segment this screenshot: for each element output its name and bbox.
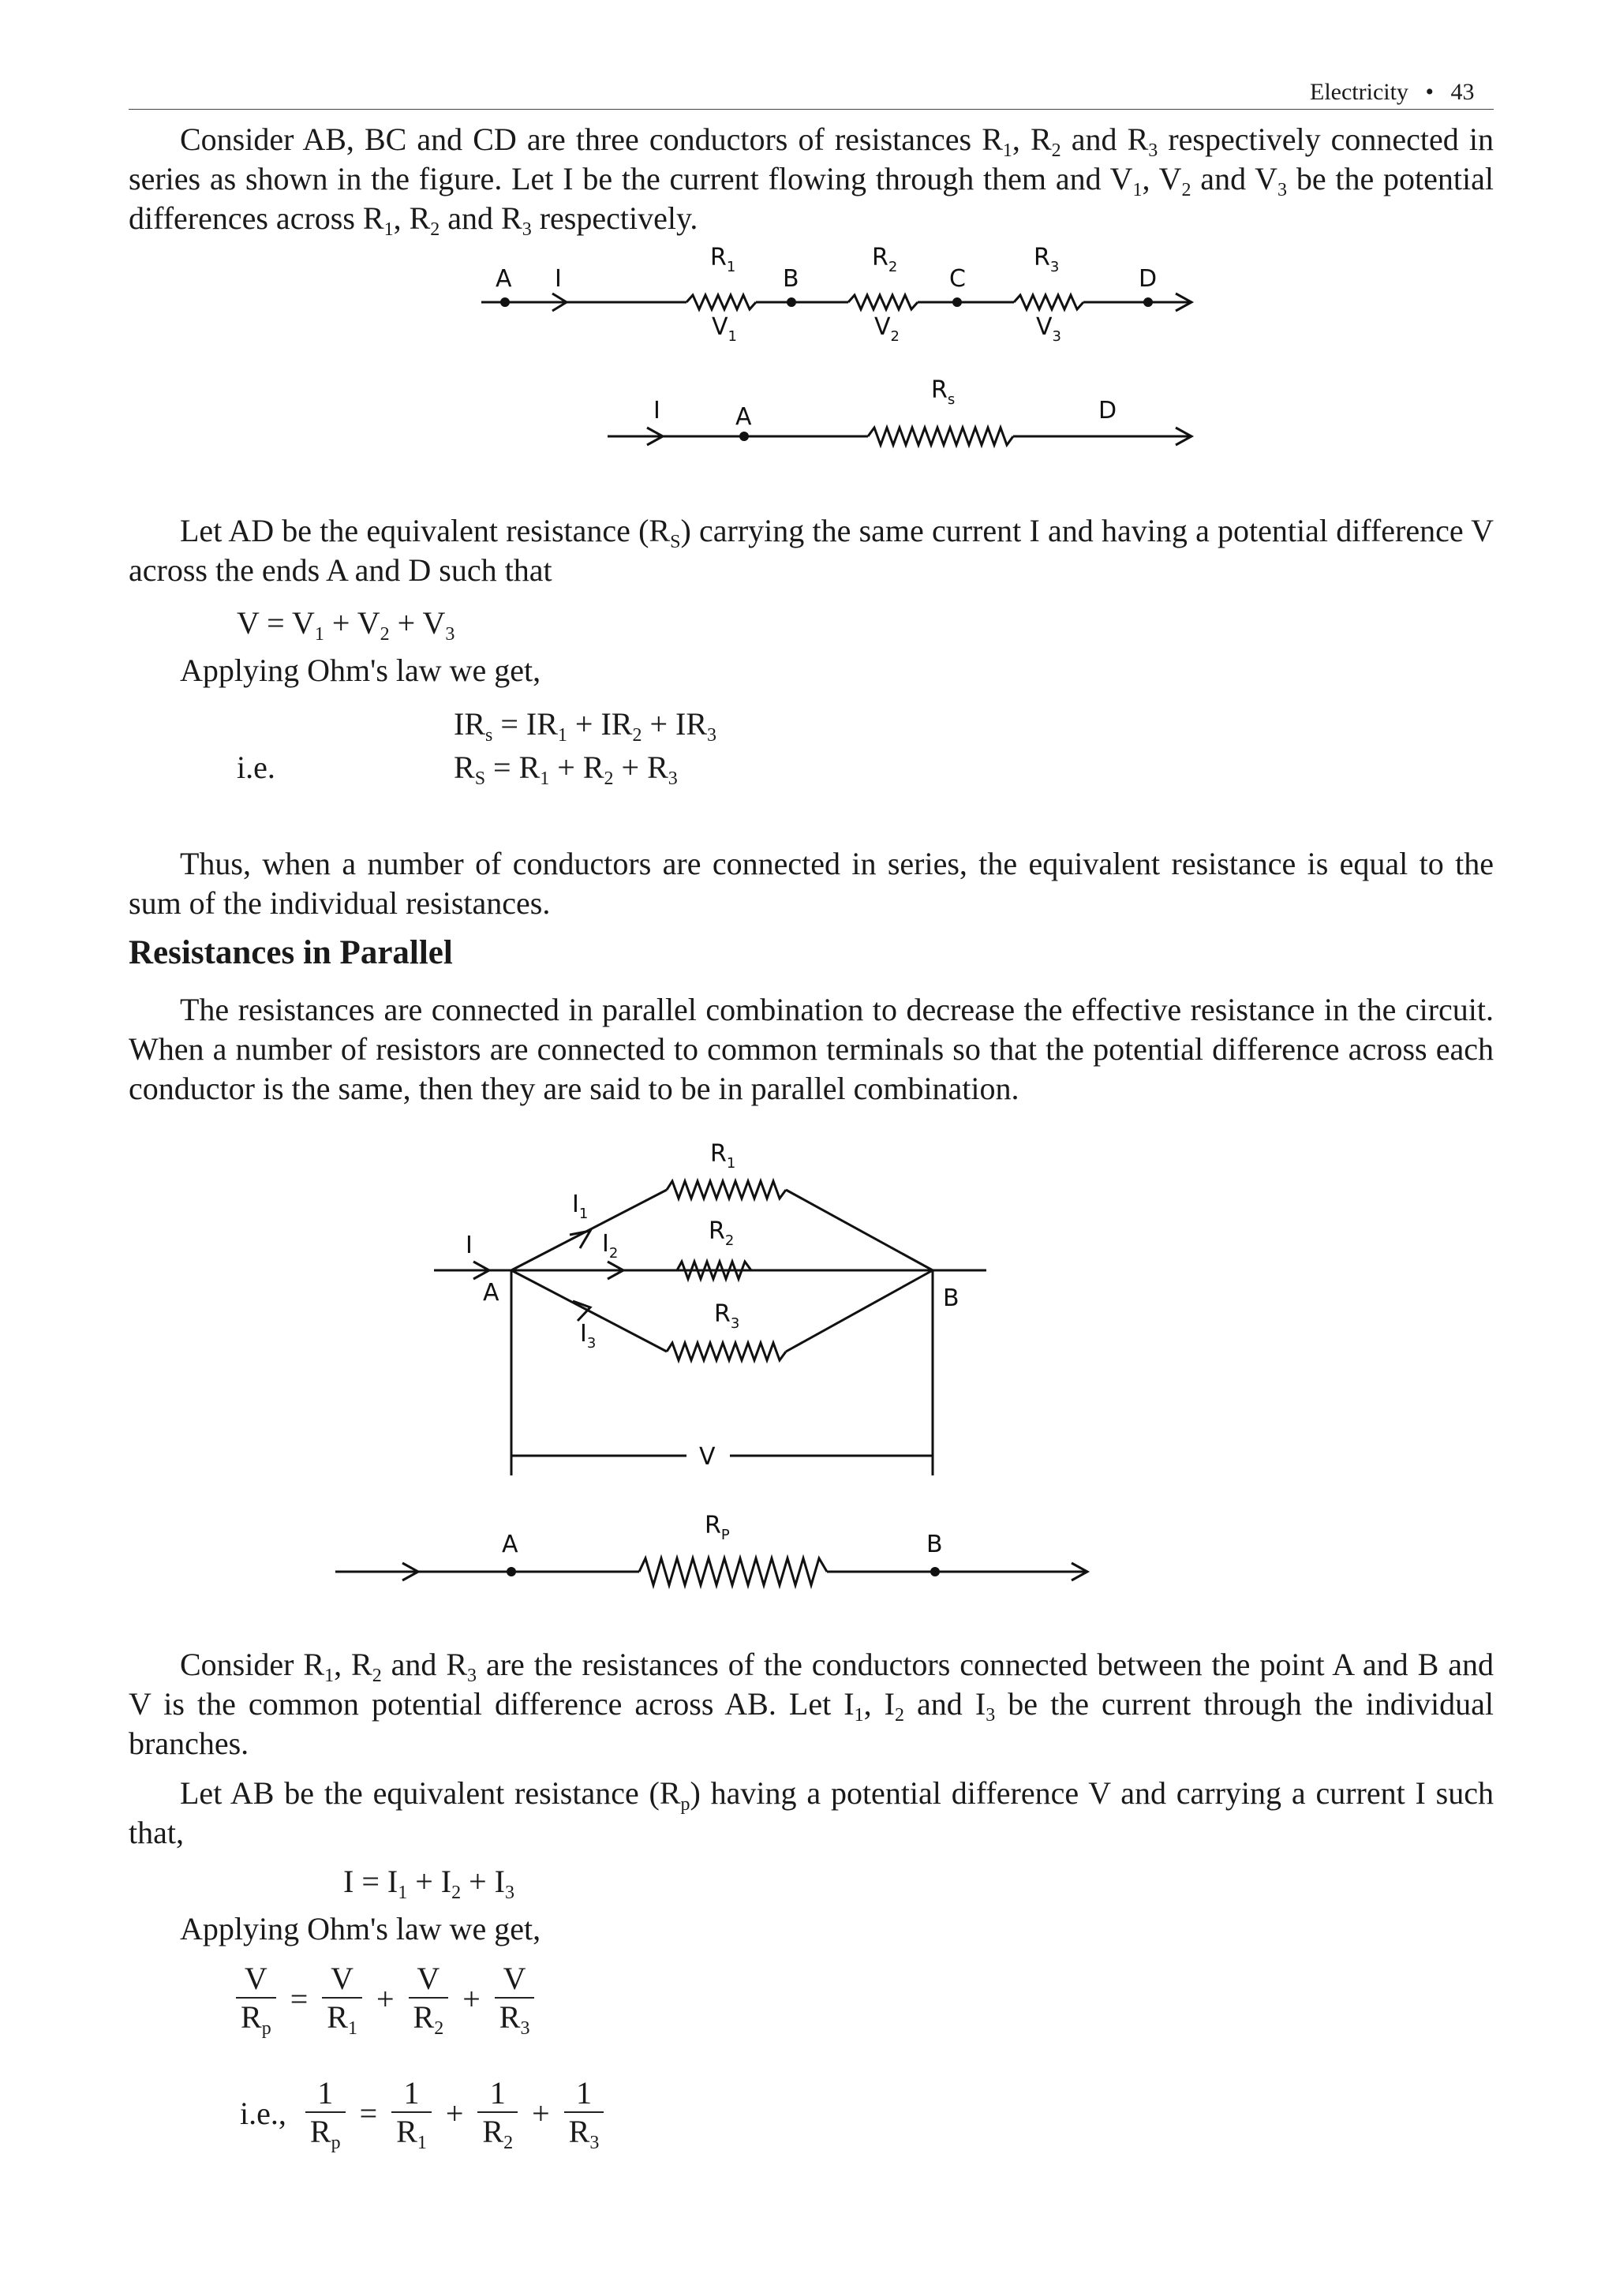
node-d bbox=[1143, 297, 1153, 307]
fraction-v-r3: $\frac{V}{R_3}$ bbox=[495, 1961, 535, 2036]
node-c bbox=[952, 297, 962, 307]
label-r1-parallel: $R_1$ bbox=[710, 1140, 736, 1172]
node-a bbox=[500, 297, 510, 307]
series-ir-equation: $IR_s = IR_1 + IR_2 + IR_3$ bbox=[454, 706, 717, 746]
series-equivalent-diagram bbox=[0, 371, 1616, 458]
parallel-resistance-fraction-equation: i.e., $\frac{1}{R_p}$ = $\frac{1}{R_1}$ + $\frac{1}{R_2}$ + $\frac{1}{R_3}$ bbox=[237, 2075, 607, 2151]
label-v-parallel: V bbox=[699, 1443, 716, 1471]
label-rs: $R_s$ bbox=[931, 376, 956, 408]
label-r3: $R_3$ bbox=[1034, 244, 1060, 275]
label-i3: $I_3$ bbox=[580, 1320, 597, 1352]
header-rule bbox=[129, 109, 1494, 110]
label-r2: $R_2$ bbox=[872, 244, 898, 275]
label-r2-parallel: $R_2$ bbox=[709, 1217, 735, 1249]
node-a-parallel-equiv bbox=[507, 1567, 516, 1576]
series-ohm-line: Applying Ohm's law we get, bbox=[180, 653, 541, 688]
parallel-current-equation: $I = I_1 + I_2 + I_3$ bbox=[343, 1864, 514, 1903]
label-r1: $R_1$ bbox=[710, 244, 736, 275]
label-v1: $V_1$ bbox=[712, 313, 737, 345]
label-d: D bbox=[1139, 265, 1158, 293]
fraction-1-rp: $\frac{1}{R_p}$ bbox=[305, 2075, 346, 2151]
series-circuit-diagram bbox=[0, 237, 1616, 363]
label-current-parallel: I bbox=[466, 1232, 473, 1259]
series-equivalent-paragraph: Let AD be the equivalent resistance $(R_S)$ carrying the same current I and having a potential difference V across the ends A and D such that bbox=[129, 513, 1494, 588]
label-i1: $I_1$ bbox=[572, 1191, 589, 1222]
series-resistance-equation: $R_S = R_1 + R_2 + R_3$ bbox=[454, 750, 678, 789]
page-number: 43 bbox=[1450, 79, 1475, 105]
label-a-parallel: A bbox=[483, 1279, 499, 1307]
series-ie-label: i.e. bbox=[237, 750, 275, 785]
node-b bbox=[787, 297, 796, 307]
label-rp: $R_P$ bbox=[705, 1512, 730, 1543]
fraction-1-r1: $\frac{1}{R_1}$ bbox=[391, 2075, 432, 2151]
label-a: A bbox=[496, 265, 512, 293]
fraction-v-r2: $\frac{V}{R_2}$ bbox=[409, 1961, 449, 2036]
label-a-equiv: A bbox=[735, 403, 752, 431]
node-b-parallel-equiv bbox=[930, 1567, 940, 1576]
label-i2: $I_2$ bbox=[602, 1230, 619, 1262]
label-current-equiv: I bbox=[653, 397, 660, 424]
series-voltage-equation: $V = V_1 + V_2 + V_3$ bbox=[237, 605, 455, 645]
fraction-1-r2: $\frac{1}{R_2}$ bbox=[477, 2075, 518, 2151]
label-c: C bbox=[949, 265, 966, 293]
label-a-parallel-equiv: A bbox=[502, 1531, 518, 1558]
node-a-equiv bbox=[739, 432, 749, 441]
fraction-v-r1: $\frac{V}{R_1}$ bbox=[322, 1961, 362, 2036]
section-heading-parallel: Resistances in Parallel bbox=[129, 934, 453, 971]
parallel-circuit-diagram bbox=[0, 1128, 1616, 1491]
parallel-equivalent-paragraph: Let AB be the equivalent resistance $(R_p)$ having a potential difference V and carrying a current I such that, bbox=[129, 1775, 1494, 1850]
parallel-intro-paragraph: The resistances are connected in parallel combination to decrease the effective resistance in the circuit. When a number of resistors are connected to common terminals so that the potential difference across each conductor is the same, then they are said to be in parallel combination. bbox=[129, 992, 1494, 1106]
parallel-voltage-fraction-equation: $\frac{V}{R_p}$ = $\frac{V}{R_1}$ + $\frac{V}{R_2}$ + $\frac{V}{R_3}$ bbox=[233, 1961, 537, 2036]
label-b-parallel-equiv: B bbox=[926, 1531, 943, 1558]
fraction-v-rp: $\frac{V}{R_p}$ bbox=[236, 1961, 276, 2036]
label-v3: $V_3$ bbox=[1036, 313, 1061, 345]
label-v2: $V_2$ bbox=[874, 313, 900, 345]
label-current: I bbox=[555, 265, 562, 293]
label-r3-parallel: $R_3$ bbox=[714, 1300, 740, 1332]
fraction-1-r3: $\frac{1}{R_3}$ bbox=[564, 2075, 604, 2151]
label-d-equiv: D bbox=[1098, 397, 1117, 424]
series-intro-paragraph: Consider AB, BC and CD are three conductors of resistances $R_1$, $R_2$ and $R_3$ respectively connected in series as shown in the figure. Let I be the current flowing through them and $V_1$, $V_2$ and $V_3$ be the potential differences across $R_1$, $R_2$ and $R_3$ respectively. bbox=[129, 122, 1494, 240]
parallel-equivalent-diagram bbox=[0, 1503, 1616, 1590]
parallel-ie-label: i.e., bbox=[240, 2095, 286, 2131]
section-title: Electricity bbox=[1310, 79, 1408, 105]
parallel-ohm-line: Applying Ohm's law we get, bbox=[180, 1911, 541, 1946]
header-bullet: • bbox=[1425, 79, 1434, 105]
label-b: B bbox=[783, 265, 799, 293]
parallel-consider-paragraph: Consider $R_1$, $R_2$ and $R_3$ are the resistances of the conductors connected between the point A and B and V is the common potential difference across AB. Let $I_1$, $I_2$ and $I_3$ be the current through the individual branches. bbox=[129, 1647, 1494, 1761]
running-header bbox=[1310, 79, 1474, 106]
series-conclusion-paragraph: Thus, when a number of conductors are connected in series, the equivalent resistance is equal to the sum of the individual resistances. bbox=[129, 846, 1494, 921]
label-b-parallel: B bbox=[943, 1284, 960, 1312]
